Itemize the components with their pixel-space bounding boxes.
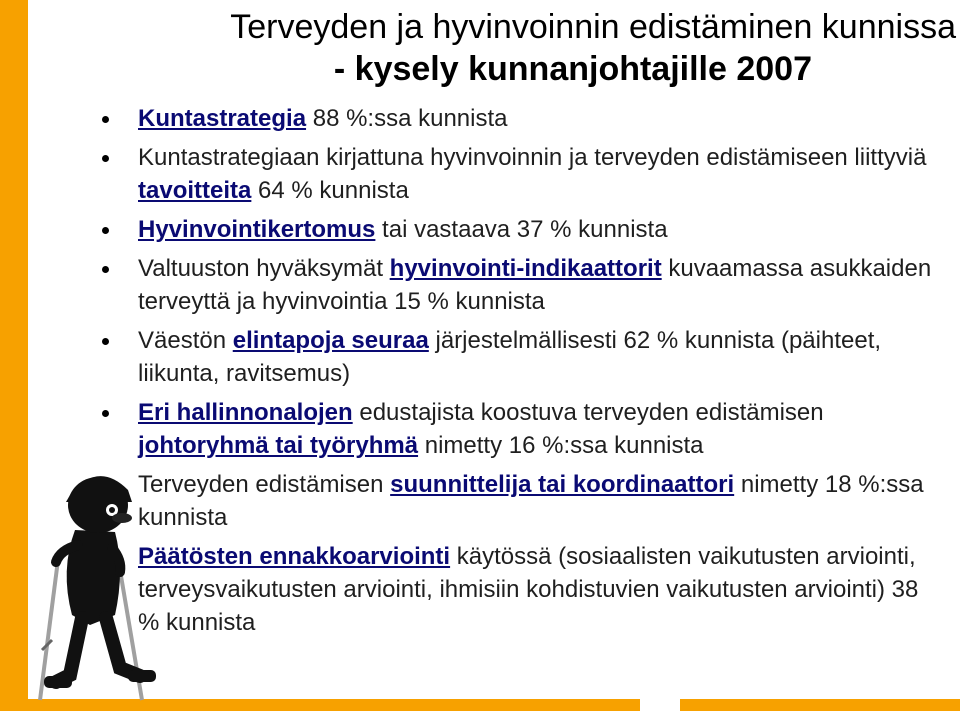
- bullet-keyword: Päätösten ennakkoarviointi: [138, 543, 451, 570]
- bullet-keyword: Kuntastrategia: [138, 105, 307, 132]
- bullet-text: järjestelmällisesti 62 % kunnista (päihteet, liikunta, ravitsemus): [138, 327, 882, 387]
- bullet-dot-icon: [102, 266, 109, 273]
- bullet-item: [96, 213, 946, 246]
- bullet-list: [96, 102, 946, 645]
- bullet-keyword: Eri hallinnonalojen: [138, 399, 353, 426]
- slide-title: [0, 6, 960, 90]
- bullet-item: [96, 102, 946, 135]
- bullet-item: [96, 141, 946, 207]
- title-line-1: Terveyden ja hyvinvoinnin edistäminen kunnissa: [230, 8, 956, 46]
- bullet-dot-icon: [102, 338, 109, 345]
- bullet-text: käytössä (sosiaalisten vaikutusten arviointi, terveysvaikutusten arviointi, ihmisiin kohdistuvien vaikutusten arviointi) 38 % kunnista: [138, 543, 919, 636]
- nordic-walker-illustration-icon: [20, 450, 170, 705]
- bullet-text: Väestön: [138, 327, 233, 354]
- bullet-text: Valtuuston hyväksymät: [138, 255, 390, 282]
- bullet-text: edustajista koostuva terveyden edistämisen: [352, 399, 824, 426]
- bullet-text: nimetty 18 %:ssa kunnista: [138, 471, 924, 531]
- bullet-item: [96, 468, 946, 534]
- bullet-keyword: hyvinvointi-indikaattorit: [389, 255, 662, 282]
- bullet-text: kuvaamassa asukkaiden terveyttä ja hyvinvointia 15 % kunnista: [138, 255, 932, 315]
- bullet-dot-icon: [102, 227, 109, 234]
- bullet-item: [96, 252, 946, 318]
- bullet-dot-icon: [102, 410, 109, 417]
- bullet-keyword: suunnittelija tai koordinaattori: [390, 471, 735, 498]
- bullet-dot-icon: [102, 155, 109, 162]
- bullet-text: tai vastaava 37 % kunnista: [375, 216, 668, 243]
- bullet-keyword: elintapoja seuraa: [232, 327, 429, 354]
- bullet-dot-icon: [102, 116, 109, 123]
- bullet-keyword: Hyvinvointikertomus: [138, 216, 376, 243]
- bullet-text: Terveyden edistämisen: [138, 471, 391, 498]
- bullet-item: [96, 324, 946, 390]
- bullet-item: [96, 396, 946, 462]
- bullet-keyword: johtoryhmä tai työryhmä: [138, 432, 419, 459]
- bullet-text: Kuntastrategiaan kirjattuna hyvinvoinnin ja terveyden edistämiseen liittyviä: [138, 144, 927, 171]
- bullet-item: [96, 540, 946, 639]
- bullet-keyword: tavoitteita: [138, 177, 252, 204]
- bullet-text: nimetty 16 %:ssa kunnista: [418, 432, 704, 459]
- bullet-text: 88 %:ssa kunnista: [306, 105, 508, 132]
- bullet-text: 64 % kunnista: [251, 177, 409, 204]
- title-line-2: - kysely kunnanjohtajille 2007: [333, 50, 812, 88]
